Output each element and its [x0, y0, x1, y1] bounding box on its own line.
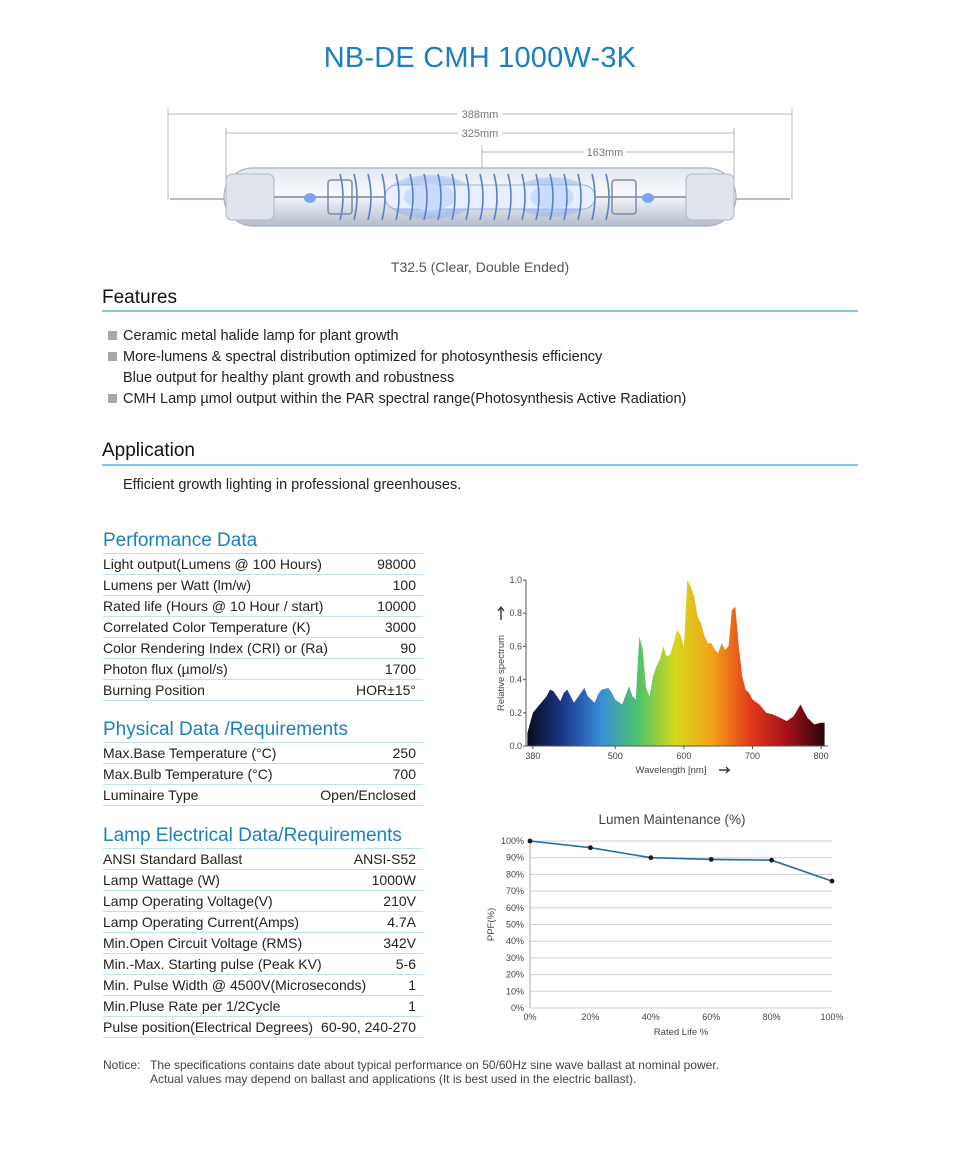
data-point	[769, 858, 774, 863]
x-tick-label: 600	[676, 751, 692, 761]
x-arrow-icon	[719, 767, 729, 773]
x-tick-label: 80%	[762, 1012, 781, 1022]
feature-item: CMH Lamp µmol output within the PAR spectral range(Photosynthesis Active Radiation)	[108, 389, 686, 409]
y-tick-label: 0.6	[509, 641, 522, 652]
table-row: Max.Bulb Temperature (°C) 700	[103, 763, 423, 784]
table-row: Burning Position HOR±15°	[103, 679, 423, 701]
notice	[103, 1058, 719, 1086]
dimension-overall-label: 388mm	[461, 109, 499, 121]
data-point	[528, 839, 533, 844]
x-tick-label: 700	[744, 751, 761, 761]
performance-title: Performance Data	[103, 530, 258, 551]
application-rule	[102, 464, 858, 466]
y-tick-label: 70%	[505, 886, 524, 897]
lumen-chart	[480, 808, 860, 1043]
physical-table	[103, 718, 423, 806]
table-row: Lamp Wattage (W) 1000W	[103, 869, 423, 890]
table-row: Min.Open Circuit Voltage (RMS) 342V	[103, 932, 423, 953]
application-heading: Application	[102, 440, 195, 461]
feature-item: More-lumens & spectral distribution optimized for photosynthesis efficiency	[108, 347, 602, 367]
electrical-title: Lamp Electrical Data/Requirements	[103, 825, 402, 846]
y-tick-label: 0.2	[509, 707, 522, 718]
lamp-caption: T32.5 (Clear, Double Ended)	[390, 259, 570, 275]
table-row: Photon flux (µmol/s) 1700	[103, 658, 423, 679]
dimension-half-label: 163mm	[586, 147, 624, 159]
notice-label: Notice:	[103, 1058, 141, 1072]
x-tick-label: 380	[525, 751, 541, 761]
features-rule	[102, 310, 858, 312]
x-tick-label: 20%	[581, 1012, 600, 1022]
y-tick-label: 1.0	[509, 575, 522, 585]
y-tick-label: 40%	[505, 936, 524, 947]
physical-title: Physical Data /Requirements	[103, 719, 348, 740]
bullet-square-icon	[108, 331, 117, 340]
x-tick-label: 40%	[641, 1012, 660, 1022]
lamp-diagram	[160, 100, 800, 250]
chart-title: Lumen Maintenance (%)	[598, 812, 746, 827]
table-row: ANSI Standard Ballast ANSI-S52	[103, 848, 423, 869]
x-tick-label: 60%	[702, 1012, 721, 1022]
data-point	[709, 857, 714, 862]
data-point	[830, 879, 835, 884]
y-arrow-icon	[498, 607, 504, 620]
data-point	[648, 855, 653, 860]
x-tick-label: 100%	[820, 1012, 844, 1022]
series-line	[530, 841, 832, 881]
y-axis-label: PPF(%)	[486, 907, 497, 942]
table-row: Light output(Lumens @ 100 Hours) 98000	[103, 553, 423, 574]
table-row: Luminaire Type Open/Enclosed	[103, 784, 423, 806]
x-tick-label: 0%	[523, 1012, 537, 1022]
y-tick-label: 10%	[505, 986, 524, 997]
feature-item: Blue output for healthy plant growth and robustness	[123, 370, 455, 386]
y-tick-label: 0.4	[509, 674, 522, 685]
performance-table	[103, 529, 423, 701]
y-tick-label: 30%	[505, 952, 524, 963]
x-tick-label: 800	[813, 751, 829, 761]
y-tick-label: 0%	[510, 1003, 524, 1013]
y-tick-label: 0.8	[509, 608, 522, 619]
y-tick-label: 80%	[505, 869, 524, 880]
x-axis-label: Rated Life %	[653, 1027, 709, 1038]
bullet-square-icon	[108, 394, 117, 403]
table-row: Color Rendering Index (CRI) or (Ra) 90	[103, 637, 423, 658]
y-tick-label: 0.0	[509, 741, 522, 751]
y-tick-label: 60%	[505, 902, 524, 913]
x-tick-label: 500	[607, 751, 623, 761]
y-tick-label: 20%	[505, 969, 524, 980]
table-row: Lamp Operating Voltage(V) 210V	[103, 890, 423, 911]
features-heading: Features	[102, 287, 177, 308]
bullet-square-icon	[108, 352, 117, 361]
electrical-table	[103, 824, 423, 1038]
spectrum-chart	[486, 570, 846, 785]
y-tick-label: 50%	[505, 919, 524, 930]
table-row: Rated life (Hours @ 10 Hour / start) 10000	[103, 595, 423, 616]
y-tick-label: 100%	[500, 836, 524, 846]
feature-item: Ceramic metal halide lamp for plant growth	[108, 326, 399, 346]
table-row: Pulse position(Electrical Degrees) 60-90, 240-270	[103, 1016, 423, 1038]
data-point	[588, 845, 593, 850]
table-row: Min.Pluse Rate per 1/2Cycle 1	[103, 995, 423, 1016]
table-row: Min. Pulse Width @ 4500V(Microseconds) 1	[103, 974, 423, 995]
y-tick-label: 90%	[505, 852, 524, 863]
page-title: NB-DE CMH 1000W-3K	[323, 42, 637, 74]
table-row: Min.-Max. Starting pulse (Peak KV) 5-6	[103, 953, 423, 974]
table-row: Correlated Color Temperature (K) 3000	[103, 616, 423, 637]
notice-line1: The specifications contains date about typical performance on 50/60Hz sine wave ballast at nominal power.	[150, 1058, 719, 1072]
spectrum-area	[527, 580, 824, 746]
table-row: Max.Base Temperature (°C) 250	[103, 742, 423, 763]
notice-line2: Actual values may depend on ballast and applications (It is best used in the electric ballast).	[150, 1072, 637, 1086]
x-axis-label: Wavelength [nm]	[635, 765, 707, 776]
y-axis-label: Relative spectrum	[496, 634, 507, 712]
dimension-body-label: 325mm	[461, 128, 499, 140]
application-text: Efficient growth lighting in professional greenhouses.	[123, 477, 462, 493]
table-row: Lumens per Watt (lm/w) 100	[103, 574, 423, 595]
table-row: Lamp Operating Current(Amps) 4.7A	[103, 911, 423, 932]
